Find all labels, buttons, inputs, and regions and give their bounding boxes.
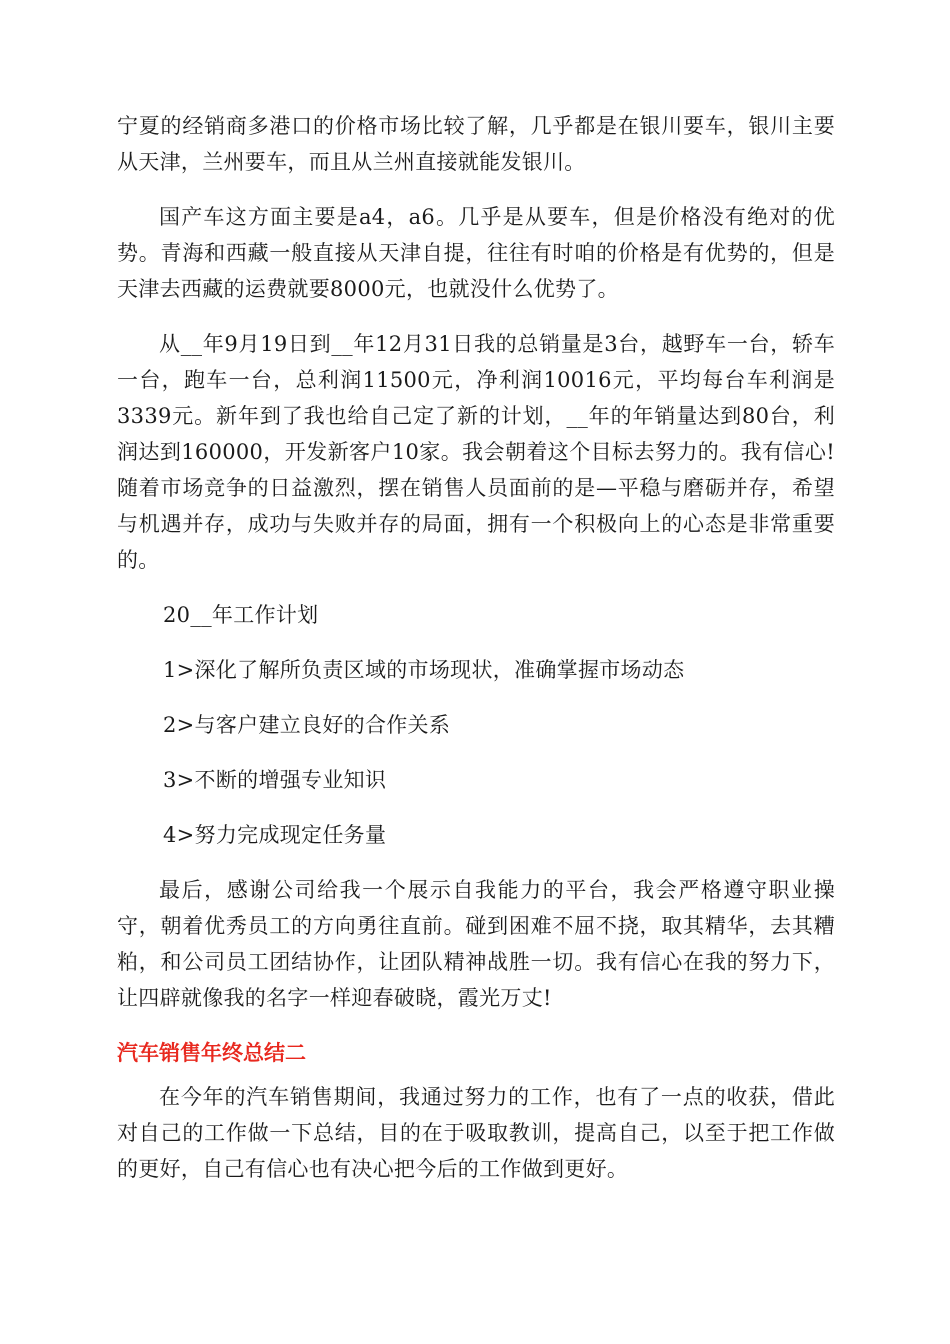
plan-item-3: 3>不断的增强专业知识 [163, 768, 387, 792]
paragraph-sales-results: 从__年9月19日到__年12月31日我的总销量是3台，越野车一台，轿车一台，跑车一台，总利润11500元，净利润10016元，平均每台车利润是3339元。新年到了我也给自己定了新的计划，__年的年销量达到80台，利润达到160000，开发新客户10家。我会朝着这个目标去努力的。我有信心!随着市场竞争的日益激烈，摆在销售人员面前的是—平稳与磨砺并存，希望与机遇并存，成功与失败并存的局面，拥有一个积极向上的心态是非常重要的。 [117, 332, 835, 572]
plan-item-4: 4>努力完成现定任务量 [163, 823, 387, 847]
document-page [117, 108, 835, 1206]
paragraph-closing: 最后，感谢公司给我一个展示自我能力的平台，我会严格遵守职业操守，朝着优秀员工的方向勇往直前。碰到困难不屈不挠，取其精华，去其糟粕，和公司员工团结协作，让团队精神战胜一切。我有信心在我的努力下，让四辟就像我的名字一样迎春破晓，霞光万丈! [117, 878, 835, 1010]
paragraph-section-two: 在今年的汽车销售期间，我通过努力的工作，也有了一点的收获，借此对自己的工作做一下总结，目的在于吸取教训，提高自己，以至于把工作做的更好，自己有信心也有决心把今后的工作做到更好。 [117, 1085, 835, 1181]
section-heading: 汽车销售年终总结二 [117, 1041, 306, 1065]
paragraph-ningxia: 宁夏的经销商多港口的价格市场比较了解，几乎都是在银川要车，银川主要从天津，兰州要车，而且从兰州直接就能发银川。 [117, 114, 835, 174]
plan-title: 20__年工作计划 [163, 603, 319, 627]
plan-item-1: 1>深化了解所负责区域的市场现状，准确掌握市场动态 [163, 658, 685, 682]
paragraph-domestic-cars: 国产车这方面主要是a4，a6。几乎是从要车，但是价格没有绝对的优势。青海和西藏一般直接从天津自提，往往有时咱的价格是有优势的，但是天津去西藏的运费就要8000元，也就没什么优势了。 [117, 205, 835, 301]
plan-item-2: 2>与客户建立良好的合作关系 [163, 713, 451, 737]
